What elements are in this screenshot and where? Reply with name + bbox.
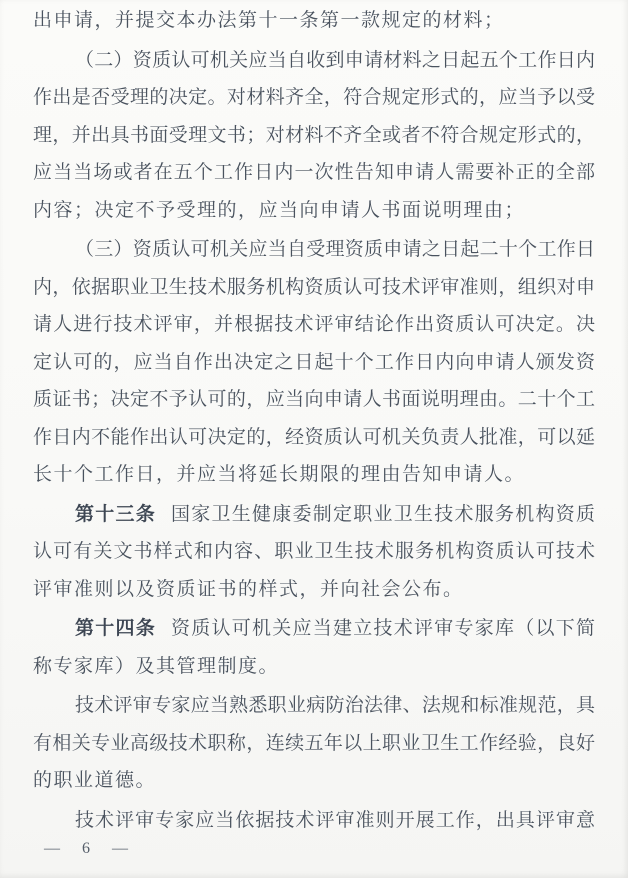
text-line: （二）资质认可机关应当自收到申请材料之日起五个工作日内 xyxy=(75,49,595,71)
text-line: 应当当场或者在五个工作日内一次性告知申请人需要补正的全部 xyxy=(33,162,595,183)
text-line: 质证书；决定不予认可的，应当向申请人书面说明理由。二十个工 xyxy=(33,389,595,410)
article-number: 第十三条 xyxy=(75,503,156,525)
text-line: 技术评审专家应当熟悉职业病防治法律、法规和标准规范，具 xyxy=(75,695,595,716)
text-line: 作出是否受理的决定。对材料齐全，符合规定形式的，应当予以受 xyxy=(33,87,595,108)
text-line: 长十个工作日，并应当将延长期限的理由告知申请人。 xyxy=(33,464,526,485)
text-line: 评审准则以及资质证书的样式，并向社会公布。 xyxy=(33,578,464,600)
text-line: 的职业道德。 xyxy=(33,770,157,791)
line-text: 资质认可机关应当建立技术评审专家库（以下简 xyxy=(171,618,595,639)
line-text: 国家卫生健康委制定职业卫生技术服务机构资质 xyxy=(171,503,595,525)
page-number: — 6 — xyxy=(44,840,135,857)
text-line: 称专家库）及其管理制度。 xyxy=(33,655,280,677)
text-line: 定认可的，应当自作出决定之日起十个工作日内向申请人颁发资 xyxy=(33,351,595,373)
document-body xyxy=(33,2,595,839)
text-line: 内，依据职业卫生技术服务机构资质认可技术评审准则，组织对申 xyxy=(33,276,595,298)
text-line: 认可有关文书样式和内容、职业卫生技术服务机构资质认可技术 xyxy=(33,541,595,562)
text-line: 请人进行技术评审，并根据技术评审结论作出资质认可决定。决 xyxy=(33,314,595,335)
text-line xyxy=(33,496,595,534)
text-line: 理，并出具书面受理文书；对材料不齐全或者不符合规定形式的， xyxy=(33,124,595,146)
text-line xyxy=(33,610,595,648)
text-line: 出申请，并提交本办法第十一条第一款规定的材料； xyxy=(33,10,505,31)
text-line: 技术评审专家应当依据技术评审准则开展工作，出具评审意 xyxy=(75,809,595,831)
article-number: 第十四条 xyxy=(75,618,156,639)
text-line: 有相关专业高级技术职称，连续五年以上职业卫生工作经验，良好 xyxy=(33,732,595,754)
text-line: 作日内不能作出认可决定的，经资质认可机关负责人批准，可以延 xyxy=(33,426,595,448)
text-line: （三）资质认可机关应当自受理资质申请之日起二十个工作日 xyxy=(75,239,595,260)
text-line: 内容；决定不予受理的，应当向申请人书面说明理由； xyxy=(33,199,526,221)
